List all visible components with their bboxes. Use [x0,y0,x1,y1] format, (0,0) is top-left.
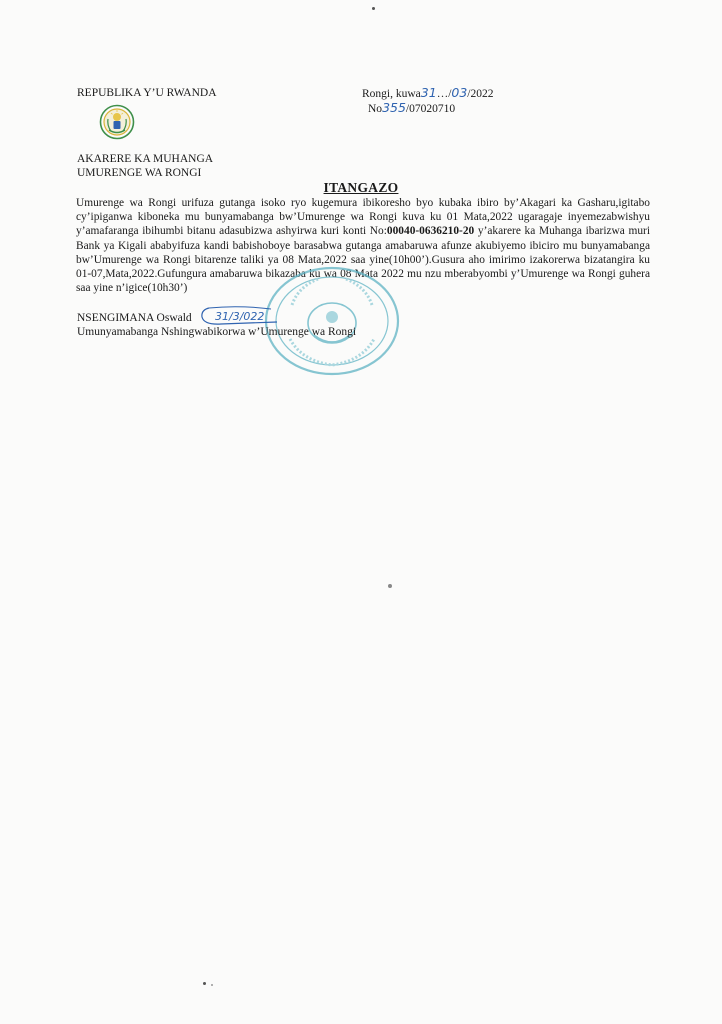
sector-name: UMURENGE WA RONGI [77,167,202,179]
date-separator-2: / [467,88,471,100]
date-month: 03 [451,85,468,100]
district-name: AKARERE KA MUHANGA [77,153,214,165]
rwanda-coat-of-arms-icon [99,104,135,140]
body-part-1: Umurenge wa Rongi urifuza gutanga isoko ryo kugemura ibikoresho byo kubaka ibiro by’Akagari ka Gasharu,igitabo cy’ipiganwa kiboneka mu bunyamabanga bw’Umurenge wa Rongi kuva ku 01 Mata,2022 ugaragaje inyemezabwishyu y’amafaranga ibihumbi bitanu adasubizwa ashyirwa kuri konti No: [76,197,650,238]
place-prefix: Rongi, kuwa [362,88,421,100]
date-separator-1: …/ [436,88,452,100]
ref-suffix: /07020710 [405,103,456,115]
date-day: 31 [420,85,437,100]
republic-name: REPUBLIKA Y’U RWANDA [77,87,217,99]
signer-position: Umunyamabanga Nshingwabikorwa w’Umurenge wa Rongi [77,326,357,338]
account-number: 00040-0636210-20 [386,225,475,238]
date-year: 2022 [470,88,494,100]
signature-date-text: 31/3/022 [215,310,265,323]
reference-line [362,101,494,116]
page-title: ITANGAZO [323,180,399,195]
body-part-2: y’akarere ka Muhanga ibarizwa muri Bank ya Kigali ababyifuza kandi babishoboye barasabwa gutanga amabaruwa afunze akubiyemo ibiciro mu bunyamabanga bw’Umurenge wa Rongi bitarenze taliki ya 08 Mata,2022 saa yine(10h00’).Gusura aho imirimo izakorerwa bizatangira ku 01-07,Mata,2022.Gufungura amabaruwa bikazaba ku wa 08 Mata 2022 mu nzu mberabyombi y’Umurenge wa Rongi guhera saa yine n’igice(10h30’) [76,225,650,295]
scan-speck [372,7,375,10]
scan-speck [211,984,213,986]
scan-speck [203,982,206,985]
scan-speck [388,584,392,588]
date-reference-block [362,86,494,116]
handwritten-signature-date-icon [199,305,279,327]
ref-number: 355 [382,100,406,115]
date-line [362,86,494,101]
ref-prefix: No [368,103,383,115]
republic-header [77,86,217,100]
signer-name: NSENGIMANA Oswald [77,312,192,324]
district-block [77,152,213,180]
